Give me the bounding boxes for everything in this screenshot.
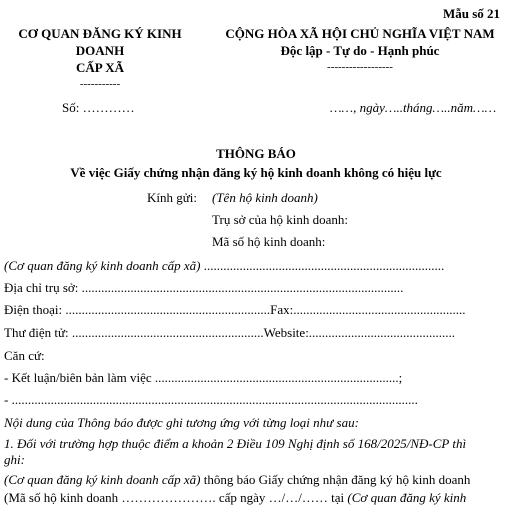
agency-field-dots: .......................................................................... <box>200 258 445 273</box>
paragraph-line2 <box>4 490 466 506</box>
content-intro: Nội dung của Thông báo được ghi tương ứng với từng loại như sau: <box>4 415 359 430</box>
agency-header-rule: ----------- <box>79 78 121 90</box>
agency-field <box>4 258 444 274</box>
recipient-label: Kính gửi: <box>147 190 198 205</box>
phone-fax-field: Điện thoại: ...............................................................Fax:..................................................... <box>4 302 466 317</box>
country-header-rule: ------------------ <box>327 61 393 73</box>
document-title: THÔNG BÁO <box>216 146 296 161</box>
case1-line2: ghi: <box>4 452 25 467</box>
agency-field-label: (Cơ quan đăng ký kinh doanh cấp xã) <box>4 258 201 273</box>
basis-label: Căn cứ: <box>4 348 45 363</box>
country-header-motto: Độc lập - Tự do - Hạnh phúc <box>280 43 440 58</box>
email-website-field: Thư điện tử: ...........................................................Website:............................................. <box>4 325 456 340</box>
other-basis-field: - ............................................................................................................................. <box>4 392 418 407</box>
document-subtitle: Về việc Giấy chứng nhận đăng ký hộ kinh doanh không có hiệu lực <box>70 165 442 180</box>
country-header-line1: CỘNG HÒA XÃ HỘI CHỦ NGHĨA VIỆT NAM <box>225 26 495 41</box>
agency-header-line3: CẤP XÃ <box>75 60 125 75</box>
form-number: Mẫu số 21 <box>443 6 501 21</box>
recipient-code-label: Mã số hộ kinh doanh: <box>212 234 326 249</box>
agency-header-line1: CƠ QUAN ĐĂNG KÝ KINH <box>18 26 182 41</box>
recipient-name: (Tên hộ kinh doanh) <box>212 190 318 205</box>
agency-header-line2: DOANH <box>75 43 125 58</box>
case1-line1: 1. Đối với trường hợp thuộc điểm a khoản 2 Điều 109 Nghị định số 168/2025/NĐ-CP thì <box>4 436 467 451</box>
paragraph-line1 <box>4 472 470 488</box>
paragraph-agency-ref: (Cơ quan đăng ký kinh <box>347 490 467 505</box>
address-field: Địa chỉ trụ sở: ................................................................................................... <box>4 280 404 295</box>
conclusion-field: - Kết luận/biên bản làm việc ...........................................................................; <box>4 370 403 385</box>
paragraph-text: thông báo Giấy chứng nhận đăng ký hộ kinh doanh <box>200 472 471 487</box>
paragraph-code: (Mã số hộ kinh doanh …………………. cấp ngày …/…/…… tại <box>4 490 348 505</box>
document-date: ……, ngày…..tháng…..năm…… <box>330 100 497 115</box>
recipient-address-label: Trụ sở của hộ kinh doanh: <box>212 212 349 227</box>
document-number: Số: ………… <box>62 100 135 115</box>
paragraph-agency: (Cơ quan đăng ký kinh doanh cấp xã) <box>4 472 201 487</box>
